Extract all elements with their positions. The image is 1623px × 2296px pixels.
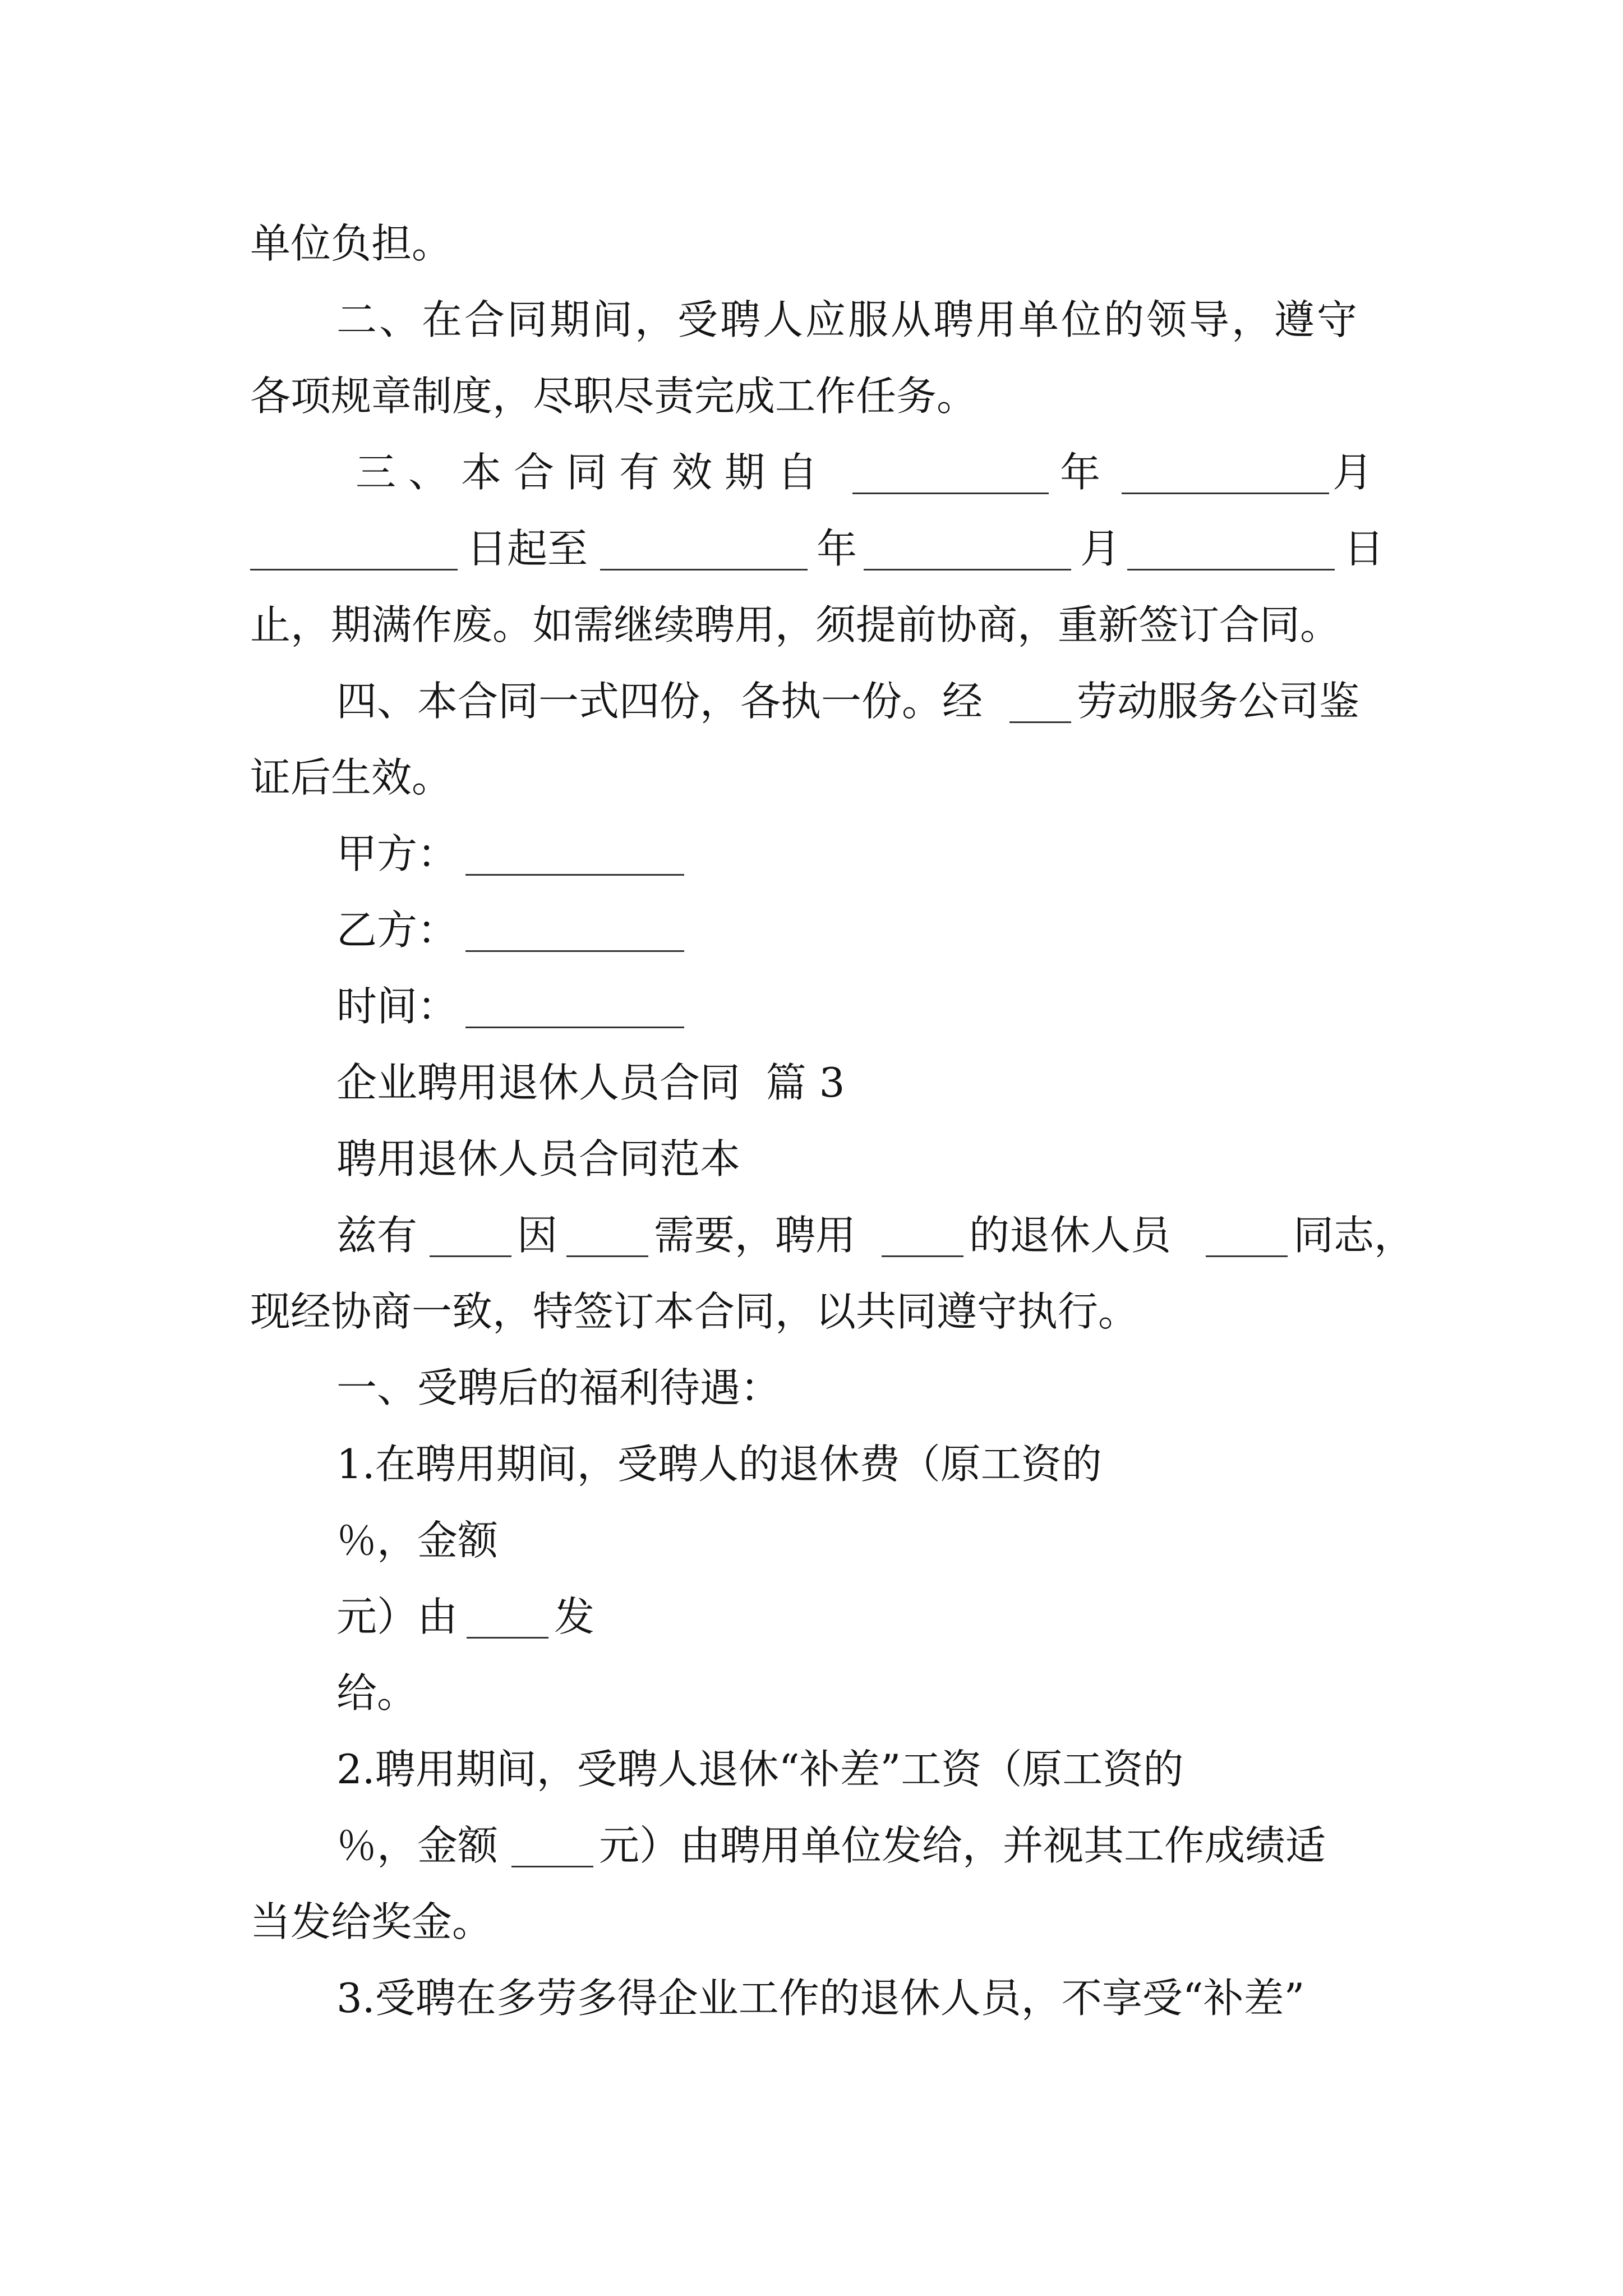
signature-line-party-a bbox=[0, 815, 1623, 893]
paragraph-line bbox=[0, 1349, 1623, 1427]
paragraph-line bbox=[0, 433, 1623, 512]
text: 二、在合同期间，受聘人应服从聘用单位的领导，遵守 bbox=[336, 296, 1360, 343]
text: 单位负担。 bbox=[250, 220, 453, 267]
text: 的退休人员 bbox=[969, 1212, 1172, 1259]
blank-field bbox=[250, 528, 458, 570]
paragraph-line bbox=[0, 662, 1623, 740]
text: 年 bbox=[817, 525, 857, 572]
paragraph-line bbox=[0, 1196, 1623, 1274]
label: 时间： bbox=[336, 983, 458, 1030]
text: 证后生效。 bbox=[250, 754, 453, 801]
blank-field bbox=[852, 452, 1049, 494]
text: 发 bbox=[554, 1593, 595, 1640]
text: 月 bbox=[1080, 525, 1121, 572]
paragraph-line bbox=[0, 1959, 1623, 2037]
text: 年 bbox=[1060, 449, 1101, 496]
paragraph-line bbox=[0, 204, 1623, 283]
paragraph-line bbox=[0, 1501, 1623, 1580]
text: 日起至 bbox=[467, 525, 588, 572]
text: 当发给奖金。 bbox=[250, 1898, 493, 1945]
text: 各项规章制度，尽职尽责完成工作任务。 bbox=[250, 372, 978, 420]
signature-line-party-b bbox=[0, 891, 1623, 969]
title-text: 聘用退休人员合同范本 bbox=[336, 1135, 741, 1182]
text: 3.受聘在多劳多得企业工作的退休人员，不享受“补差” bbox=[336, 1975, 1305, 2022]
paragraph-line bbox=[0, 1883, 1623, 1961]
text: ％，金额 bbox=[336, 1822, 499, 1869]
blank-field bbox=[1206, 1215, 1288, 1257]
text: 给。 bbox=[336, 1669, 418, 1717]
paragraph-line bbox=[0, 1425, 1623, 1503]
blank-field bbox=[465, 910, 684, 952]
paragraph-line bbox=[0, 1806, 1623, 1885]
paragraph-line bbox=[0, 1654, 1623, 1732]
blank-field bbox=[864, 528, 1071, 570]
blank-field bbox=[465, 986, 684, 1028]
paragraph-line bbox=[0, 586, 1623, 664]
text: ％，金额 bbox=[336, 1517, 499, 1564]
text: 2.聘用期间，受聘人退休“补差”工资（原工资的 bbox=[336, 1746, 1184, 1793]
text: 日 bbox=[1344, 525, 1385, 572]
blank-field bbox=[430, 1215, 511, 1257]
blank-field bbox=[1009, 681, 1071, 723]
text: 现经协商一致，特签订本合同，以共同遵守执行。 bbox=[250, 1288, 1139, 1335]
text: 一、受聘后的福利待遇： bbox=[336, 1364, 781, 1411]
signature-line-date bbox=[0, 967, 1623, 1046]
blank-field bbox=[600, 528, 808, 570]
blank-field bbox=[467, 1596, 548, 1639]
text: 三、本合同有效期自 bbox=[356, 449, 831, 496]
paragraph-line bbox=[0, 357, 1623, 435]
blank-field bbox=[1122, 452, 1329, 494]
paragraph-line bbox=[0, 1272, 1623, 1351]
text: 因 bbox=[517, 1212, 558, 1259]
text: 四、本合同一式四份，各执一份。经 bbox=[336, 678, 983, 725]
paragraph-line bbox=[0, 1577, 1623, 1656]
blank-field bbox=[882, 1215, 963, 1257]
paragraph-line bbox=[0, 509, 1623, 588]
text: 元）由 bbox=[336, 1593, 458, 1640]
blank-field bbox=[465, 834, 684, 876]
heading-text: 企业聘用退休人员合同 篇 3 bbox=[336, 1059, 845, 1106]
text: 劳动服务公司鉴 bbox=[1077, 678, 1360, 725]
paragraph-line bbox=[0, 1730, 1623, 1809]
text: 同志， bbox=[1293, 1212, 1415, 1259]
text: 元）由聘用单位发给，并视其工作成绩适 bbox=[599, 1822, 1326, 1869]
label: 乙方： bbox=[336, 907, 458, 954]
section-heading bbox=[0, 1043, 1623, 1122]
text: 需要，聘用 bbox=[654, 1212, 856, 1259]
text: 兹有 bbox=[336, 1212, 418, 1259]
paragraph-line bbox=[0, 280, 1623, 359]
text: 止，期满作废。如需继续聘用，须提前协商，重新签订合同。 bbox=[250, 601, 1341, 648]
text: 月 bbox=[1332, 449, 1373, 496]
document-title bbox=[0, 1120, 1623, 1198]
blank-field bbox=[511, 1825, 593, 1867]
blank-field bbox=[1127, 528, 1335, 570]
label: 甲方： bbox=[336, 830, 458, 877]
blank-field bbox=[566, 1215, 648, 1257]
paragraph-line bbox=[0, 738, 1623, 817]
text: 1.在聘用期间，受聘人的退休费（原工资的 bbox=[336, 1441, 1102, 1488]
